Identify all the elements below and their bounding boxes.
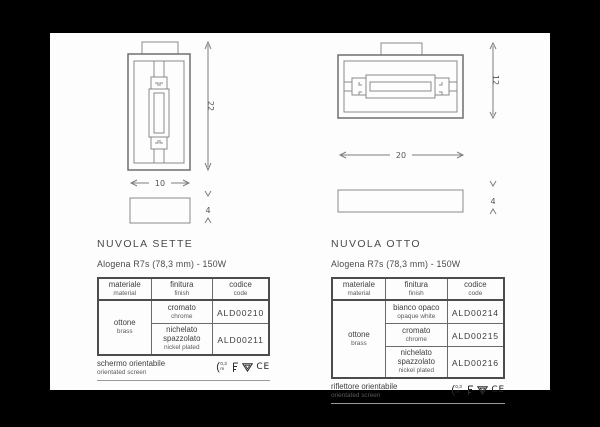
table-row [98,300,269,324]
width-value: 10 [154,179,166,188]
header-material: materiale material [332,278,385,300]
catalog-page [50,33,550,399]
feature-note: schermo orientabile orientated screen [97,358,166,376]
code-cell: ALD00211 [213,324,269,355]
ce-mark: CE [491,384,505,395]
ce-mark: CE [256,361,270,372]
table-header-row [332,278,504,300]
finish-cell: nichelato spazzolato nickel plated [385,347,447,378]
top-stem [154,61,164,77]
sette-depth-dimension [205,191,211,223]
bottom-lamp-holder [151,137,167,149]
header-material: materiale material [98,278,151,300]
reflector-box [149,89,169,137]
right-stem [449,82,457,91]
otto-depth-dimension [490,181,496,214]
product-footer [331,383,505,404]
min-distance-icon [451,385,464,396]
product-block-nuvola-otto [331,238,505,404]
lamp-spec: Alogena R7s (78,3 mm) - 150W [331,259,461,269]
code-cell: ALD00216 [447,347,504,378]
top-lamp-holder [151,77,167,89]
code-cell: ALD00215 [447,324,504,347]
material-cell: ottone brass [98,300,151,354]
side-profile [338,190,463,212]
header-finish: finitura finish [385,278,447,300]
depth-value: 4 [205,206,211,215]
right-contacts [439,82,442,95]
bottom-stem [154,149,164,163]
certification-icons [451,383,505,396]
product-footer [97,360,270,381]
mounting-bracket [142,42,178,54]
otto-technical-drawing [330,33,515,233]
bottom-contacts [155,140,163,143]
sette-height-dimension [205,42,215,170]
finish-cell: nichelato spazzolato nickel plated [151,324,213,355]
product-block-nuvola-sette [97,238,270,381]
sette-width-dimension [131,179,189,188]
height-value: 22 [206,100,215,112]
otto-side-view [338,190,463,212]
min-distance-icon [216,362,229,373]
product-title: NUVOLA SETTE [97,238,194,250]
spec-table [97,277,270,356]
min-distance-arc: ( [451,383,455,396]
code-cell: ALD00214 [447,300,504,324]
width-value: 20 [395,151,407,160]
sette-front-view [128,42,190,170]
product-title: NUVOLA OTTO [331,238,421,250]
mounting-bracket [381,43,422,55]
spec-table [331,277,505,379]
min-distance-value: 0,3 m [220,361,227,372]
outer-frame [128,54,190,170]
min-distance-arc: ( [216,360,220,373]
code-cell: ALD00210 [213,300,269,324]
table-header-row [98,278,269,300]
header-finish: finitura finish [151,278,213,300]
finish-cell: cromato chrome [151,300,213,324]
side-profile [130,198,190,223]
height-value: 12 [491,74,500,86]
certification-icons [216,360,270,373]
left-contacts [359,82,362,95]
table-row [332,300,504,324]
lamp-tube [370,82,431,91]
outer-frame [338,55,463,118]
depth-value: 4 [490,197,496,206]
top-contacts [155,83,163,86]
finish-cell: bianco opaco opaque white [385,300,447,324]
min-distance-value: 0,3 m [455,384,462,395]
lamp-tube [154,93,164,133]
lamp-spec: Alogena R7s (78,3 mm) - 150W [97,259,227,269]
otto-width-dimension [340,151,463,160]
sette-side-view [130,198,190,223]
shielded-lamp-triangle-icon [242,363,253,372]
material-cell: ottone brass [332,300,385,377]
feature-note: riflettore orientabile orientated screen [331,381,398,399]
left-stem [344,82,352,91]
otto-height-dimension [490,43,500,118]
sette-technical-drawing [90,33,225,233]
f-mark-icon [232,362,239,373]
inner-frame [134,61,184,163]
header-code: codice code [213,278,269,300]
shielded-lamp-triangle-icon [477,386,488,395]
inner-frame [344,61,457,112]
header-code: codice code [447,278,504,300]
otto-front-view [338,43,463,118]
finish-cell: cromato chrome [385,324,447,347]
reflector-box [366,75,435,98]
f-mark-icon [467,385,474,396]
